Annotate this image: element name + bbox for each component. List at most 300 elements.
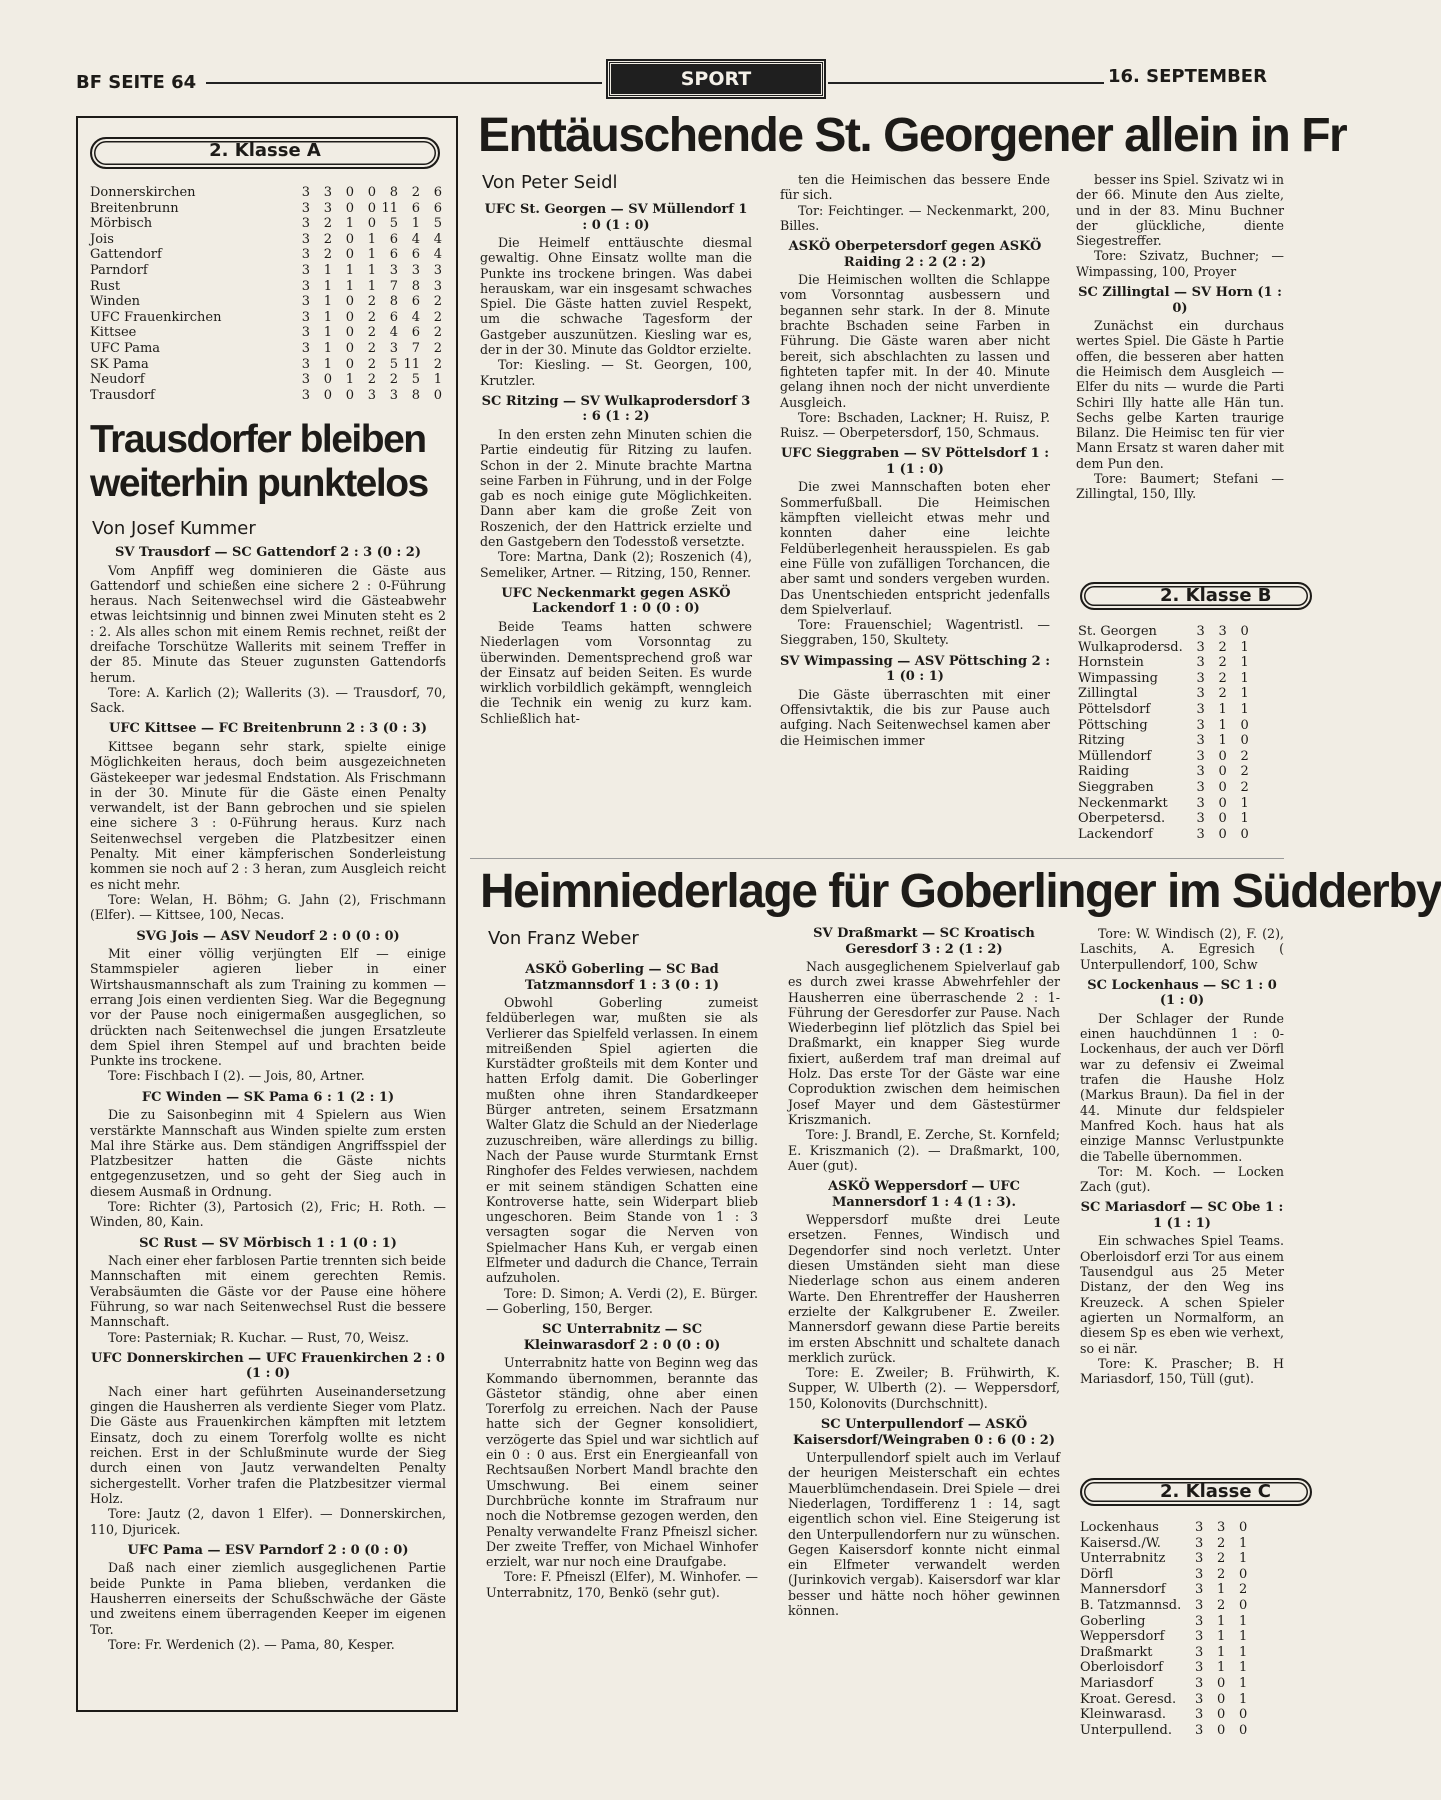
- scorers-line: Tore: Frauenschiel; Wagentristl. — Sieggraben, 150, Skultety.: [780, 617, 1050, 648]
- scorers-line: Tore: W. Windisch (2), F. (2), Laschits, A. Egresich ( Unterpullendorf, 100, Schw: [1080, 926, 1284, 972]
- match-heading: UFC Neckenmarkt gegen ASKÖ Lackendorf 1 : 0 (0 : 0): [501, 585, 731, 617]
- standings-row: [90, 310, 442, 326]
- scorers-line: Tore: E. Zweiler; B. Frühwirth, K. Supper, W. Ulberth (2). — Weppersdorf, 150, Kolonovits (Durchschnitt).: [788, 1365, 1060, 1411]
- standings-row: [1080, 1536, 1247, 1552]
- stat-value: 4: [411, 231, 420, 247]
- stat-value: 2: [367, 294, 376, 310]
- stat-value: 2: [323, 231, 332, 247]
- stat-value: 6: [433, 200, 442, 216]
- team-name: Pöttsching: [1078, 717, 1148, 733]
- stat-value: 0: [1240, 733, 1249, 749]
- stat-value: 3: [1196, 624, 1205, 639]
- standings-row: [90, 357, 442, 373]
- scorers-line: Tore: Baumert; Stefani — Zillingtal, 150, Illy.: [1076, 471, 1284, 502]
- stat-value: 2: [1238, 1582, 1248, 1598]
- stat-value: 2: [367, 340, 376, 356]
- stat-value: 6: [411, 325, 420, 341]
- stat-value: 8: [389, 294, 398, 310]
- stat-value: 3: [1196, 670, 1205, 686]
- stat-value: 8: [389, 185, 398, 200]
- stat-value: 2: [433, 340, 442, 356]
- standings-row: [90, 341, 442, 357]
- stat-value: 2: [367, 309, 376, 325]
- stat-value: 3: [301, 309, 310, 325]
- match-heading: UFC Pama — ESV Parndorf 2 : 0 (0 : 0): [127, 1542, 409, 1558]
- stat-value: 1: [1216, 1629, 1226, 1645]
- standings-row: [1078, 796, 1249, 812]
- stat-value: 3: [1194, 1629, 1204, 1645]
- stat-value: 3: [1196, 826, 1205, 842]
- match-heading: SC Ritzing — SV Wulkaprodersdorf 3 : 6 (1 : 2): [481, 393, 751, 425]
- scorers-line: Tore: Fischbach I (2). — Jois, 80, Artner.: [108, 1068, 365, 1084]
- article2-col1: [480, 202, 752, 847]
- team-name: Sieggraben: [1078, 779, 1154, 795]
- stat-value: 5: [389, 356, 398, 372]
- stat-value: 2: [1216, 1535, 1226, 1551]
- standings-row: [90, 325, 442, 341]
- stat-value: 0: [367, 216, 376, 232]
- stat-value: 0: [345, 356, 354, 372]
- match-heading: UFC St. Georgen — SV Müllendorf 1 : 0 (1 : 0): [484, 202, 748, 233]
- standings-row: [1078, 686, 1249, 702]
- stat-value: 3: [1194, 1675, 1204, 1691]
- stat-value: 3: [1194, 1613, 1204, 1629]
- stat-value: 3: [1218, 624, 1227, 639]
- stat-value: 1: [323, 278, 332, 294]
- stat-value: 3: [389, 340, 398, 356]
- standings-row: [90, 201, 442, 217]
- stat-value: 7: [389, 278, 398, 294]
- team-name: Neckenmarkt: [1078, 795, 1168, 811]
- stat-value: 1: [367, 231, 376, 247]
- stat-value: 5: [433, 216, 442, 232]
- team-name: Rust: [90, 278, 121, 294]
- stat-value: 0: [1238, 1707, 1248, 1723]
- stat-value: 3: [301, 231, 310, 247]
- stat-value: 0: [1216, 1675, 1226, 1691]
- match-heading: SVG Jois — ASV Neudorf 2 : 0 (0 : 0): [136, 928, 400, 944]
- stat-value: 1: [1216, 1613, 1226, 1629]
- stat-value: 3: [301, 247, 310, 263]
- stat-value: 1: [1218, 701, 1227, 717]
- stat-value: 0: [323, 372, 332, 388]
- article2-byline: Von Peter Seidl: [482, 172, 618, 193]
- stat-value: 3: [1196, 701, 1205, 717]
- stat-value: 1: [1238, 1660, 1248, 1676]
- stat-value: 6: [389, 247, 398, 263]
- stat-value: 0: [1216, 1707, 1226, 1723]
- scorers-line: Tore: F. Pfneiszl (Elfer), M. Winhofer. — Unterrabnitz, 170, Benkö (sehr gut).: [486, 1569, 758, 1600]
- standings-row: [1078, 624, 1249, 640]
- team-name: UFC Frauenkirchen: [90, 309, 222, 325]
- stat-value: 0: [345, 185, 354, 200]
- stat-value: 1: [1218, 733, 1227, 749]
- match-report: Die zwei Mannschaften boten eher Sommerfußball. Die Heimischen kämpften vielleicht etwas mehr und konnten daher eine leichte Feldüberlegenheit herausspielen. Es gab eine Fülle von zufälligen Torchancen, die aber samt und sonders vergeben wurden. Das Unentschieden entspricht jedenfalls dem Spielverlauf.: [780, 479, 1050, 617]
- stat-value: 3: [1194, 1644, 1204, 1660]
- scorers-line: Tore: Richter (3), Partosich (2), Fric; H. Roth. — Winden, 80, Kain.: [90, 1198, 446, 1230]
- article2-headline: Enttäuschende St. Georgener allein in Fr: [478, 109, 1347, 162]
- stat-value: 3: [1194, 1707, 1204, 1723]
- stat-value: 0: [345, 340, 354, 356]
- stat-value: 0: [1240, 826, 1249, 842]
- team-name: Zillingtal: [1078, 686, 1138, 702]
- match-report: Die Heimischen wollten die Schlappe vom Vorsonntag ausbessern und begannen sehr stark. In der 8. Minute brachte Bschaden seine Farben in Führung. Die Gäste waren aber nicht bereit, sich abschlachten zu lassen und fighteten tapfer mit. In der 40. Minute gelang ihnen noch der nicht unverdiente Ausgleich.: [780, 272, 1050, 410]
- match-heading: SC Rust — SV Mörbisch 1 : 1 (0 : 1): [139, 1235, 397, 1251]
- stat-value: 11: [403, 356, 420, 372]
- stat-value: 3: [1196, 733, 1205, 749]
- scorers-line: Tore: Jautz (2, davon 1 Elfer). — Donnerskirchen, 110, Djuricek.: [90, 1506, 446, 1537]
- match-heading: FC Winden — SK Pama 6 : 1 (2 : 1): [141, 1089, 395, 1105]
- match-report: Zunächst ein durchaus wertes Spiel. Die Gäste h Partie offen, die besseren aber hatten die Heimisch dem Ausgleich — Elfer du nits — wurde die Parti Schiri Illy hatte alle Hän tun. Sechs gelbe Karten traurige Bilanz. Die Heimisc ten für vier Mann Ersatz st waren daher mit dem Pun den.: [1076, 318, 1284, 471]
- stat-value: 3: [301, 294, 310, 310]
- standings-row: [1078, 827, 1249, 843]
- stat-value: 3: [1196, 717, 1205, 733]
- standings-row: [1078, 702, 1249, 718]
- team-name: Kleinwarasd.: [1080, 1707, 1167, 1723]
- standings-b-title: 2. Klasse B: [1080, 582, 1312, 610]
- standings-row: [1078, 655, 1249, 671]
- stat-value: 0: [1238, 1722, 1248, 1738]
- stat-value: 3: [1196, 686, 1205, 702]
- team-name: Mannersdorf: [1080, 1582, 1166, 1598]
- stat-value: 3: [1196, 795, 1205, 811]
- match-heading: UFC Sieggraben — SV Pöttelsdorf 1 : 1 (1 : 0): [780, 446, 1050, 477]
- standings-row: [1080, 1645, 1247, 1661]
- standings-c-title: 2. Klasse C: [1080, 1478, 1312, 1506]
- stat-value: 2: [1216, 1597, 1226, 1613]
- stat-value: 3: [389, 262, 398, 278]
- article2-col3: [1076, 172, 1284, 577]
- standings-row: [1080, 1676, 1247, 1692]
- standings-row: [90, 372, 442, 388]
- match-report: Ein schwaches Spiel Teams. Oberloisdorf erzi Tor aus einem Tausendgul aus 25 Meter Distanz, der den Weg ins Kreuzeck. A schen Spieler agierten un Normalform, an diesem Sp es eben wie verhext, so ei när.: [1080, 1233, 1284, 1356]
- scorers-line: Tore: D. Simon; A. Verdi (2), E. Bürger. — Goberling, 150, Berger.: [486, 1285, 758, 1316]
- stat-value: 2: [1240, 779, 1249, 795]
- standings-b-table: [1078, 624, 1249, 842]
- team-name: Lockenhaus: [1080, 1520, 1159, 1535]
- standings-row: [1080, 1692, 1247, 1708]
- stat-value: 1: [1240, 655, 1249, 671]
- team-name: B. Tatzmannsd.: [1080, 1597, 1182, 1613]
- team-name: Hornstein: [1078, 655, 1144, 671]
- match-report: Weppersdorf mußte drei Leute ersetzen. Fennes, Windisch und Degendorfer sind noch verletzt. Unter diesen Umständen sieht man diese Niederlage schon aus einem anderen Warte. Den Ehrentreffer der Hausherren erzielte der Kalkgrubener E. Zweiler. Mannersdorf gewann diese Partie bereits im ersten Abschnitt und schaltete danach merklich zurück.: [788, 1212, 1060, 1365]
- stat-value: 1: [323, 356, 332, 372]
- team-name: Trausdorf: [90, 387, 155, 403]
- stat-value: 0: [367, 185, 376, 200]
- standings-row: [1080, 1520, 1247, 1536]
- stat-value: 3: [1194, 1722, 1204, 1738]
- stat-value: 3: [1194, 1660, 1204, 1676]
- stat-value: 0: [1218, 779, 1227, 795]
- article2-col2: [780, 172, 1050, 847]
- stat-value: 3: [1194, 1691, 1204, 1707]
- standings-row: [90, 388, 442, 404]
- match-report: Beide Teams hatten schwere Niederlagen vom Vorsonntag zu überwinden. Dementsprechend groß war der Einsatz auf beiden Seiten. Es wurde wirklich vorbildlich gekämpft, wenngleich die Technik ein wenig zu kurz kam. Schließlich hat-: [480, 618, 752, 726]
- stat-value: 6: [411, 247, 420, 263]
- team-name: Müllendorf: [1078, 748, 1152, 764]
- team-name: Goberling: [1080, 1613, 1146, 1629]
- stat-value: 3: [301, 325, 310, 341]
- stat-value: 3: [1194, 1597, 1204, 1613]
- stat-value: 3: [389, 387, 398, 403]
- standings-row: [90, 216, 442, 232]
- stat-value: 1: [1238, 1551, 1248, 1567]
- stat-value: 4: [389, 325, 398, 341]
- standings-row: [1080, 1582, 1247, 1598]
- stat-value: 2: [367, 325, 376, 341]
- stat-value: 0: [433, 387, 442, 403]
- stat-value: 3: [1194, 1566, 1204, 1582]
- stat-value: 6: [411, 294, 420, 310]
- match-heading: UFC Donnerskirchen — UFC Frauenkirchen 2 : 0 (1 : 0): [91, 1350, 445, 1382]
- stat-value: 3: [1196, 748, 1205, 764]
- team-name: Breitenbrunn: [90, 200, 179, 216]
- stat-value: 1: [367, 247, 376, 263]
- scorers-line: Tore: Martna, Dank (2); Roszenich (4), Semeliker, Artner. — Ritzing, 150, Renner.: [480, 549, 752, 580]
- standings-row: [1080, 1614, 1247, 1630]
- stat-value: 0: [345, 294, 354, 310]
- stat-value: 3: [1196, 811, 1205, 827]
- stat-value: 3: [1194, 1520, 1204, 1535]
- match-heading: ASKÖ Goberling — SC Bad Tatzmannsdorf 1 : 3 (0 : 1): [524, 962, 720, 993]
- stat-value: 3: [323, 185, 332, 200]
- team-name: Unterrabnitz: [1080, 1551, 1166, 1567]
- standings-row: [90, 279, 442, 295]
- match-report: Nach ausgeglichenem Spielverlauf gab es durch zwei krasse Abwehrfehler der Hausherren eine überraschende 2 : 1-Führung der Geresdorfer zur Pause. Nach Wiederbeginn lief plötzlich das Spiel bei Draßmarkt, ein knapper Sieg wurde fixiert, außerdem traf man dreimal auf Holz. Das erste Tor der Gäste war eine Coproduktion zwischen dem heimischen Josef Mayer und dem Gästestürmer Kriszmanich.: [788, 959, 1060, 1127]
- team-name: Oberpetersd.: [1078, 811, 1166, 827]
- stat-value: 3: [301, 278, 310, 294]
- stat-value: 2: [433, 356, 442, 372]
- match-report: Die Heimelf enttäuschte diesmal gewaltig. Ohne Einsatz wollte man die Punkte ins trockene bringen. Was dabei herauskam, war ein insgesamt schwaches Spiel. Die Gäste hatten zuviel Respekt, um die schwache Tagesform der Gastgeber auszunützen. Kiesling war es, der in der 30. Minute das Goldtor erzielte.: [480, 235, 752, 358]
- section-label: SPORT: [608, 61, 824, 97]
- stat-value: 0: [1216, 1722, 1226, 1738]
- stat-value: 2: [389, 372, 398, 388]
- team-name: Wimpassing: [1078, 670, 1158, 686]
- stat-value: 1: [345, 262, 354, 278]
- team-name: Unterpullend.: [1080, 1722, 1172, 1738]
- article3-headline: Heimniederlage für Goberlinger im Südderby: [480, 865, 1441, 918]
- stat-value: 0: [345, 387, 354, 403]
- team-name: Lackendorf: [1078, 826, 1153, 842]
- match-report: Daß nach einer ziemlich ausgeglichenen Partie beide Punkte in Pama blieben, verdanken die Hausherren einerseits der Schußschwäche der Gäste und zweitens einem überragenden Keeper im eigenen Tor.: [90, 1560, 446, 1637]
- stat-value: 0: [1218, 764, 1227, 780]
- scorers-line: Tore: Pasterniak; R. Kuchar. — Rust, 70, Weisz.: [108, 1329, 409, 1345]
- stat-value: 1: [1238, 1691, 1248, 1707]
- stat-value: 11: [381, 200, 398, 216]
- team-name: Kroat. Geresd.: [1080, 1691, 1177, 1707]
- match-report: Die zu Saisonbeginn mit 4 Spielern aus Wien verstärkte Mannschaft aus Winden spielte zum ersten Mal ihre Stärke aus. Dem ständigen Angriffsspiel der Platzbesitzer hatten die Gäste nichts entgegenzusetzen, und so geht der Sieg auch in diesem Ausmaß in Ordnung.: [90, 1107, 446, 1199]
- match-heading: SV Trausdorf — SC Gattendorf 2 : 3 (0 : 2): [115, 545, 421, 560]
- stat-value: 1: [1216, 1644, 1226, 1660]
- team-name: UFC Pama: [90, 340, 161, 356]
- stat-value: 3: [367, 387, 376, 403]
- match-heading: UFC Kittsee — FC Breitenbrunn 2 : 3 (0 : 3): [108, 721, 427, 737]
- stat-value: 2: [1218, 655, 1227, 671]
- match-report: Vom Anpfiff weg dominieren die Gäste aus Gattendorf und schießen eine sichere 2 : 0-Führung heraus. Nach Seitenwechsel wird die Gästeabwehr etwas leichtsinnig und binnen zwei Minuten steht es 2 : 2. Als alles schon mit einem Remis rechnet, reißt der dreifache Torschütze Wallerits mit seinem Treffer in der 85. Minute das Steuer zugunsten Gattendorfs herum.: [90, 562, 446, 685]
- stat-value: 0: [345, 325, 354, 341]
- match-report: besser ins Spiel. Szivatz wi in der 66. Minute den Aus zielte, und in der 83. Minu Buchner der glückliche, diente Siegestreffer.: [1076, 172, 1284, 249]
- stat-value: 1: [367, 278, 376, 294]
- match-report: Kittsee begann sehr stark, spielte einige Möglichkeiten heraus, doch beim ausgezeichneten Gästekeeper war jedesmal Endstation. Als Frischmann in der 30. Minute für die Gäste einen Penalty verwandelt, ist der Bann gebrochen und sie spielen eine sichere 3 : 0-Führung heraus. Kurz nach Seitenwechsel vergeben die Platzbesitzer einen Penalty. Mit einer kämpferischen Sonderleistung kommen sie noch auf 2 : 3 heran, zum Ausgleich reicht es nicht mehr.: [90, 738, 446, 892]
- standings-row: [90, 247, 442, 263]
- team-name: Pöttelsdorf: [1078, 701, 1151, 717]
- stat-value: 1: [433, 372, 442, 388]
- scorers-line: Tor: M. Koch. — Locken Zach (gut).: [1080, 1163, 1284, 1195]
- stat-value: 3: [323, 200, 332, 216]
- stat-value: 3: [1194, 1582, 1204, 1598]
- team-name: Kaisersd./W.: [1080, 1535, 1161, 1551]
- scorers-line: Tore: K. Prascher; B. H Mariasdorf, 150, Tüll (gut).: [1080, 1355, 1284, 1387]
- stat-value: 3: [301, 262, 310, 278]
- stat-value: 2: [367, 372, 376, 388]
- article-divider: [470, 858, 1284, 859]
- standings-row: [1080, 1598, 1247, 1614]
- page-number: BF SEITE 64: [76, 72, 197, 93]
- team-name: Winden: [90, 294, 141, 310]
- standings-row: [1080, 1551, 1247, 1567]
- match-report: Obwohl Goberling zumeist feldüberlegen war, mußten sie als Verlierer das Spielfeld verlassen. In einem mitreißenden Spiel agierten die Kurstädter großteils mit dem Konter und hatten Erfolg damit. Die Goberlinger mußten ohne ihren Standardkeeper Bürger antreten, seinem Ersatzmann Walter Glatz die Schuld an der Niederlage zuzuschreiben, wäre allerdings zu billig. Nach der Pause wurde Sturmtank Ernst Ringhofer des Feldes verwiesen, nachdem er mit seinem ständigen Schatten eine Kontroverse hatte, sein Widerpart blieb ungeschoren. Beim Stande von 1 : 3 versagten sogar die Nerven von Spielmacher Hans Kuh, er vergab einen Elfmeter und dadurch die Chance, Terrain aufzuholen.: [486, 995, 758, 1286]
- stat-value: 1: [323, 309, 332, 325]
- stat-value: 6: [389, 231, 398, 247]
- stat-value: 5: [411, 372, 420, 388]
- stat-value: 2: [1216, 1551, 1226, 1567]
- standings-c-table: [1080, 1520, 1247, 1738]
- match-report: Unterrabnitz hatte von Beginn weg das Kommando übernommen, berannte das Gästetor ständig, ohne aber einen Torerfolg zu erreichen. Nach der Pause hatte sich der Gegner konsolidiert, verzögerte das Spiel und war sichtlich auf ein 0 : 0 aus. Erst ein Energieanfall von Rechtsaußen Norbert Mandl brachte den Umschwung. Bei einem seiner Durchbrüche konnte im Strafraum nur noch die Notbremse gezogen werden, den Penalty verwandelte Franz Pfneiszl sicher. Der zweite Treffer, von Michael Winhofer erzielt, war nur noch eine Draufgabe.: [486, 1355, 758, 1570]
- stat-value: 3: [301, 340, 310, 356]
- scorers-line: Tore: A. Karlich (2); Wallerits (3). — Trausdorf, 70, Sack.: [90, 684, 446, 716]
- stat-value: 0: [1218, 826, 1227, 842]
- match-report: Nach einer eher farblosen Partie trennten sich beide Mannschaften mit einem gerechten Remis. Verabsäumten die Gäste vor der Pause eine höhere Führung, so war nach Seitenwechsel Rust die bessere Mannschaft.: [90, 1253, 446, 1330]
- stat-value: 1: [367, 262, 376, 278]
- team-name: Ritzing: [1078, 733, 1125, 749]
- stat-value: 1: [1216, 1660, 1226, 1676]
- standings-row: [1078, 780, 1249, 796]
- stat-value: 1: [1238, 1675, 1248, 1691]
- stat-value: 2: [411, 185, 420, 200]
- stat-value: 2: [1218, 639, 1227, 655]
- stat-value: 0: [1218, 795, 1227, 811]
- header-rule-right: [828, 82, 1104, 84]
- team-name: Dörfl: [1080, 1566, 1114, 1582]
- standings-row: [1080, 1567, 1247, 1583]
- stat-value: 3: [411, 262, 420, 278]
- stat-value: 1: [1216, 1582, 1226, 1598]
- standings-row: [90, 263, 442, 279]
- team-name: St. Georgen: [1078, 624, 1157, 639]
- stat-value: 7: [411, 340, 420, 356]
- stat-value: 3: [433, 262, 442, 278]
- standings-row: [1078, 733, 1249, 749]
- stat-value: 1: [1238, 1629, 1248, 1645]
- stat-value: 3: [1196, 639, 1205, 655]
- stat-value: 2: [323, 216, 332, 232]
- stat-value: 1: [323, 325, 332, 341]
- stat-value: 0: [367, 200, 376, 216]
- match-report: ten die Heimischen das bessere Ende für sich.: [780, 172, 1050, 203]
- team-name: Parndorf: [90, 262, 148, 278]
- stat-value: 2: [367, 356, 376, 372]
- stat-value: 3: [301, 372, 310, 388]
- article1-headline-text: Trausdorfer bleiben weiterhin punktelos: [90, 418, 428, 505]
- match-heading: ASKÖ Weppersdorf — UFC Mannersdorf 1 : 4 (1 : 3).: [828, 1179, 1020, 1210]
- team-name: Draßmarkt: [1080, 1644, 1153, 1660]
- stat-value: 0: [1216, 1691, 1226, 1707]
- match-heading: SC Unterrabnitz — SC Kleinwarasdorf 2 : 0 (0 : 0): [523, 1322, 721, 1353]
- article1-body: [90, 545, 446, 1685]
- article1-headline: [90, 418, 450, 506]
- match-heading: SV Wimpassing — ASV Pöttsching 2 : 1 (0 : 1): [780, 653, 1051, 685]
- article3-byline: Von Franz Weber: [488, 928, 639, 949]
- stat-value: 3: [1196, 779, 1205, 795]
- scorers-line: Tore: J. Brandl, E. Zerche, St. Kornfeld; E. Kriszmanich (2). — Draßmarkt, 100, Auer (gut).: [788, 1127, 1060, 1173]
- article3-col3: [1080, 926, 1284, 1431]
- team-name: Mariasdorf: [1080, 1675, 1154, 1691]
- stat-value: 3: [1196, 764, 1205, 780]
- stat-value: 2: [1218, 686, 1227, 702]
- stat-value: 6: [433, 185, 442, 200]
- standings-a-table: [90, 185, 442, 403]
- stat-value: 3: [1194, 1551, 1204, 1567]
- scorers-line: Tore: Fr. Werdenich (2). — Pama, 80, Kesper.: [108, 1636, 395, 1652]
- stat-value: 3: [433, 278, 442, 294]
- scorers-line: Tore: Szivatz, Buchner; — Wimpassing, 100, Proyer: [1076, 248, 1284, 279]
- match-report: Nach einer hart geführten Auseinandersetzung gingen die Hausherren als verdiente Sieger vom Platz. Die Gäste aus Frauenkirchen kämpften mit letztem Einsatz, doch zu einem Torerfolg wollte es nicht reichen. Erst in der Schlußminute wurde der Sieg durch einen von Jautz verwandelten Penalty sichergestellt. Vorher trafen die Platzbesitzer viermal Holz.: [90, 1383, 446, 1506]
- stat-value: 2: [1240, 764, 1249, 780]
- team-name: Kittsee: [90, 325, 137, 341]
- stat-value: 0: [1218, 811, 1227, 827]
- stat-value: 1: [1240, 811, 1249, 827]
- stat-value: 3: [1194, 1535, 1204, 1551]
- team-name: Weppersdorf: [1080, 1629, 1165, 1645]
- stat-value: 5: [389, 216, 398, 232]
- stat-value: 0: [1238, 1520, 1248, 1535]
- scorers-line: Tor: Kiesling. — St. Georgen, 100, Krutzler.: [480, 357, 752, 388]
- standings-row: [1078, 671, 1249, 687]
- stat-value: 0: [1240, 717, 1249, 733]
- stat-value: 1: [1238, 1644, 1248, 1660]
- stat-value: 1: [1240, 686, 1249, 702]
- stat-value: 6: [389, 309, 398, 325]
- stat-value: 1: [345, 278, 354, 294]
- stat-value: 3: [301, 387, 310, 403]
- stat-value: 1: [323, 340, 332, 356]
- stat-value: 2: [433, 294, 442, 310]
- stat-value: 2: [1240, 748, 1249, 764]
- stat-value: 2: [1216, 1566, 1226, 1582]
- stat-value: 1: [345, 372, 354, 388]
- standings-row: [1080, 1629, 1247, 1645]
- article3-col2: [788, 926, 1060, 1742]
- match-heading: SC Lockenhaus — SC 1 : 0 (1 : 0): [1087, 977, 1277, 1009]
- team-name: Mörbisch: [90, 216, 153, 232]
- stat-value: 1: [1240, 795, 1249, 811]
- standings-row: [90, 232, 442, 248]
- stat-value: 0: [345, 200, 354, 216]
- stat-value: 6: [411, 200, 420, 216]
- standings-row: [1080, 1723, 1247, 1739]
- match-heading: SC Zillingtal — SV Horn (1 : 0): [1078, 285, 1282, 316]
- standings-row: [90, 185, 442, 201]
- stat-value: 1: [411, 216, 420, 232]
- scorers-line: Tore: Bschaden, Lackner; H. Ruisz, P. Ruisz. — Oberpetersdorf, 150, Schmaus.: [780, 409, 1050, 441]
- team-name: Wulkaprodersd.: [1078, 639, 1183, 655]
- scorers-line: Tore: Welan, H. Böhm; G. Jahn (2), Frischmann (Elfer). — Kittsee, 100, Necas.: [90, 891, 446, 923]
- stat-value: 2: [323, 247, 332, 263]
- match-heading: SC Mariasdorf — SC Obe 1 : 1 (1 : 1): [1080, 1200, 1284, 1231]
- standings-row: [1078, 764, 1249, 780]
- issue-date: 16. SEPTEMBER: [1108, 66, 1267, 87]
- match-report: In den ersten zehn Minuten schien die Partie eindeutig für Ritzing zu laufen. Schon in der 2. Minute brachte Martna seine Farben in Führung, und in der Folge gab es noch einige gute Möglichkeiten. Dann aber kam die große Zeit von Roszenich, der den Hattrick erzielte und den Gastgebern den Todesstoß versetzte.: [480, 426, 752, 550]
